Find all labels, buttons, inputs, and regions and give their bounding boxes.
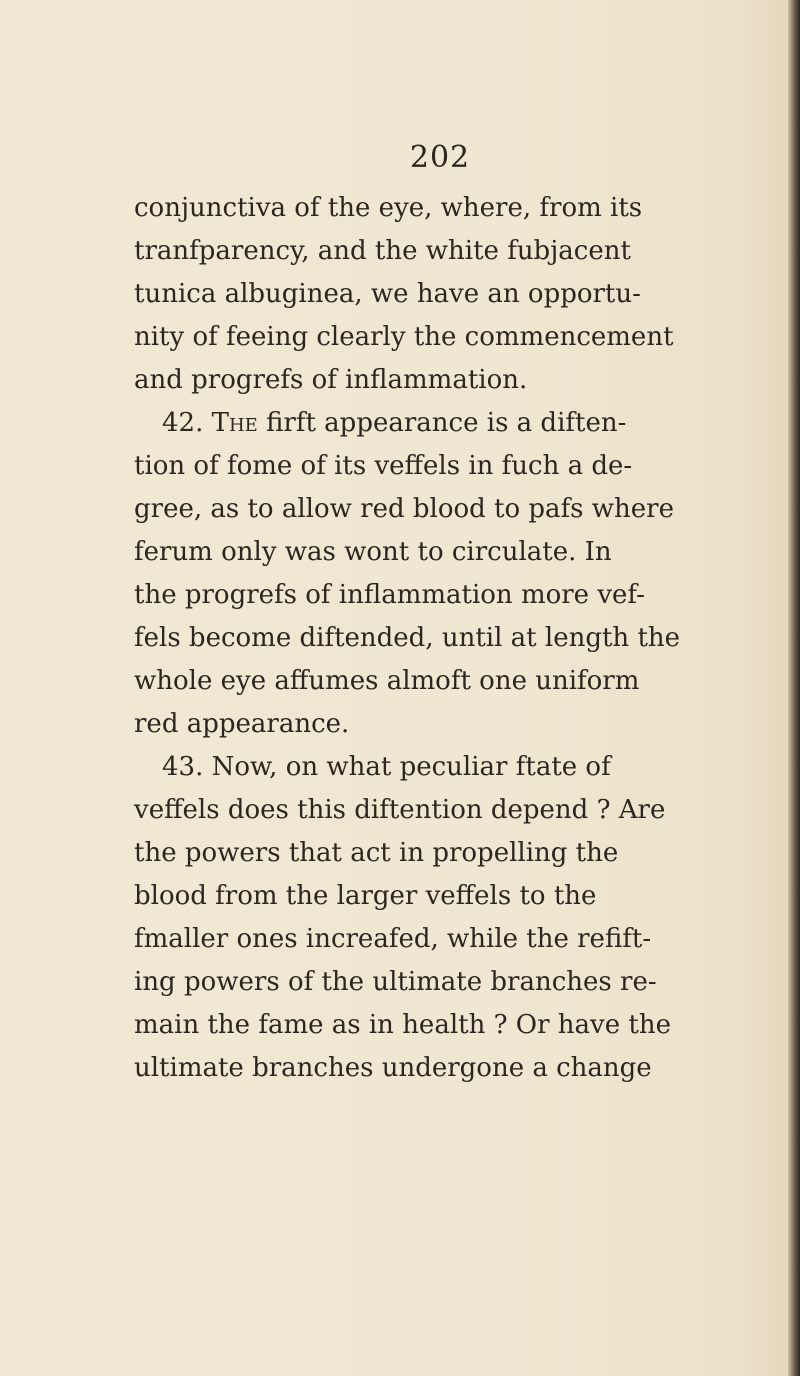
page-edge-shadow	[788, 0, 800, 1376]
text-line-16: the powers that act in propelling the	[134, 838, 619, 868]
text-line-8: gree, as to allow red blood to pafs where	[134, 494, 674, 524]
text-line-12: whole eye affumes almoft one uniform	[134, 666, 640, 696]
small-caps-word: The	[211, 408, 258, 438]
text-line-11: fels become diftended, until at length the	[134, 623, 681, 653]
text-line-20: main the fame as in health ? Or have the	[134, 1010, 671, 1040]
text-line-13: red appearance.	[134, 709, 350, 739]
text-line-4: nity of feeing clearly the commencement	[134, 322, 674, 352]
text-line-15: veffels does this diftention depend ? Are	[134, 795, 666, 825]
text-line-6	[162, 408, 626, 438]
text-line-14: 43. Now, on what peculiar ftate of	[162, 752, 611, 782]
text-line-5: and progrefs of inflammation.	[134, 365, 528, 395]
text-line-3: tunica albuginea, we have an opportu-	[134, 279, 641, 309]
paragraph-42-start: firft appearance is a diften-	[266, 408, 627, 438]
text-line-1: conjunctiva of the eye, where, from its	[134, 193, 643, 223]
text-line-2: tranfparency, and the white fubjacent	[134, 236, 631, 266]
paragraph-number-42: 42.	[162, 408, 204, 438]
text-line-10: the progrefs of inflammation more vef-	[134, 580, 645, 610]
text-line-9: ferum only was wont to circulate. In	[134, 537, 612, 567]
text-line-19: ing powers of the ultimate branches re-	[134, 967, 657, 997]
text-line-21: ultimate branches undergone a change	[134, 1053, 652, 1083]
text-line-7: tion of fome of its veffels in fuch a de-	[134, 451, 633, 481]
text-line-18: fmaller ones increafed, while the refift-	[134, 924, 652, 954]
page-number: 202	[409, 140, 471, 175]
text-line-17: blood from the larger veffels to the	[134, 881, 597, 911]
